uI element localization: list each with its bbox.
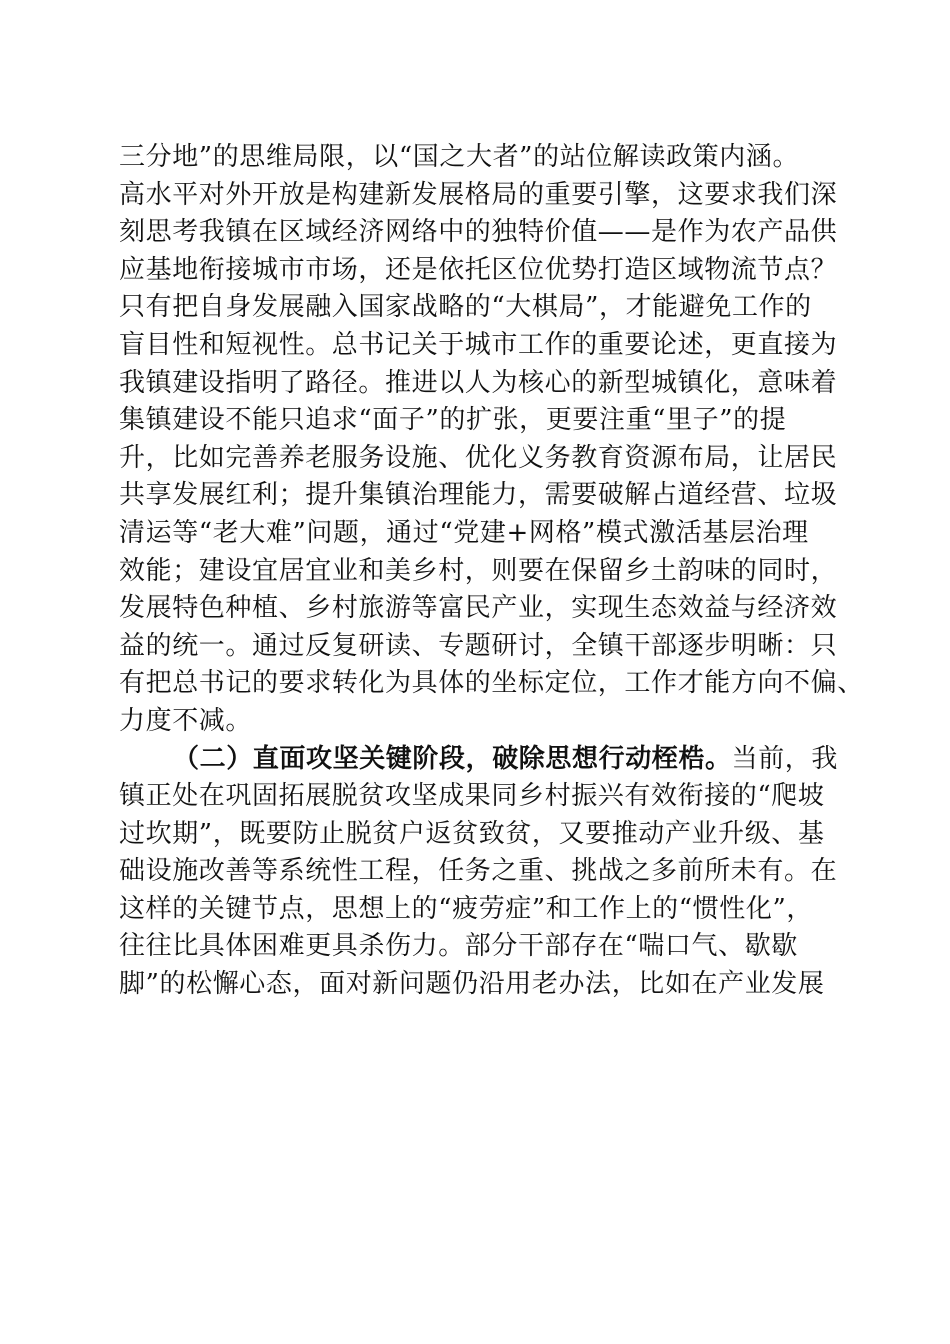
paragraph-line: 力度不减。 (119, 705, 253, 736)
document-body (119, 139, 864, 1004)
paragraph-line: 刻思考我镇在区域经济网络中的独特价值——是作为农产品供 (119, 217, 838, 248)
paragraph-line: 盲目性和短视性。总书记关于城市工作的重要论述，更直接为 (119, 329, 838, 360)
paragraph-2 (119, 741, 839, 1004)
paragraph-line: 高水平对外开放是构建新发展格局的重要引擎，这要求我们深 (119, 179, 838, 210)
paragraph-line: 益的统一。通过反复研读、专题研讨，全镇干部逐步明晰：只 (119, 630, 838, 661)
paragraph-line: 过坎期”，既要防止脱贫户返贫致贫，又要推动产业升级、基 (119, 818, 825, 849)
section-heading-continuation: 当前，我 (731, 743, 839, 774)
paragraph-line: 应基地衔接城市市场，还是依托区位优势打造区域物流节点？ (119, 254, 838, 285)
section-heading: （二）直面攻坚关键阶段，破除思想行动桎梏。 (173, 743, 732, 774)
paragraph-line: 我镇建设指明了路径。推进以人为核心的新型城镇化，意味着 (119, 367, 838, 398)
paragraph-line: 集镇建设不能只追求“面子”的扩张，更要注重“里子”的提 (119, 405, 787, 436)
paragraph-line: 升，比如完善养老服务设施、优化义务教育资源布局，让居民 (119, 442, 838, 473)
paragraph-line: 有把总书记的要求转化为具体的坐标定位，工作才能方向不偏、 (119, 668, 864, 699)
paragraph-line: 这样的关键节点，思想上的“疲劳症”和工作上的“惯性化”， (119, 893, 813, 924)
paragraph-line: 效能；建设宜居宜业和美乡村，则要在保留乡土韵味的同时， (119, 555, 838, 586)
paragraph-line: 往往比具体困难更具杀伤力。部分干部存在“喘口气、歇歇 (119, 931, 798, 962)
section-heading-line (119, 741, 839, 779)
paragraph-line: 发展特色种植、乡村旅游等富民产业，实现生态效益与经济效 (119, 593, 838, 624)
paragraph-line: 清运等“老大难”问题，通过“党建+网格”模式激活基层治理 (119, 517, 809, 548)
paragraph-line: 只有把自身发展融入国家战略的“大棋局”，才能避免工作的 (119, 292, 812, 323)
paragraph-line: 共享发展红利；提升集镇治理能力，需要破解占道经营、垃圾 (119, 480, 838, 511)
paragraph-1 (119, 139, 864, 741)
paragraph-line: 三分地”的思维局限，以“国之大者”的站位解读政策内涵。 (119, 142, 800, 172)
paragraph-line: 脚”的松懈心态，面对新问题仍沿用老办法，比如在产业发展 (119, 969, 825, 1000)
paragraph-line: 础设施改善等系统性工程，任务之重、挑战之多前所未有。在 (119, 856, 838, 887)
paragraph-line: 镇正处在巩固拓展脱贫攻坚成果同乡村振兴有效衔接的“爬坡 (119, 781, 825, 812)
